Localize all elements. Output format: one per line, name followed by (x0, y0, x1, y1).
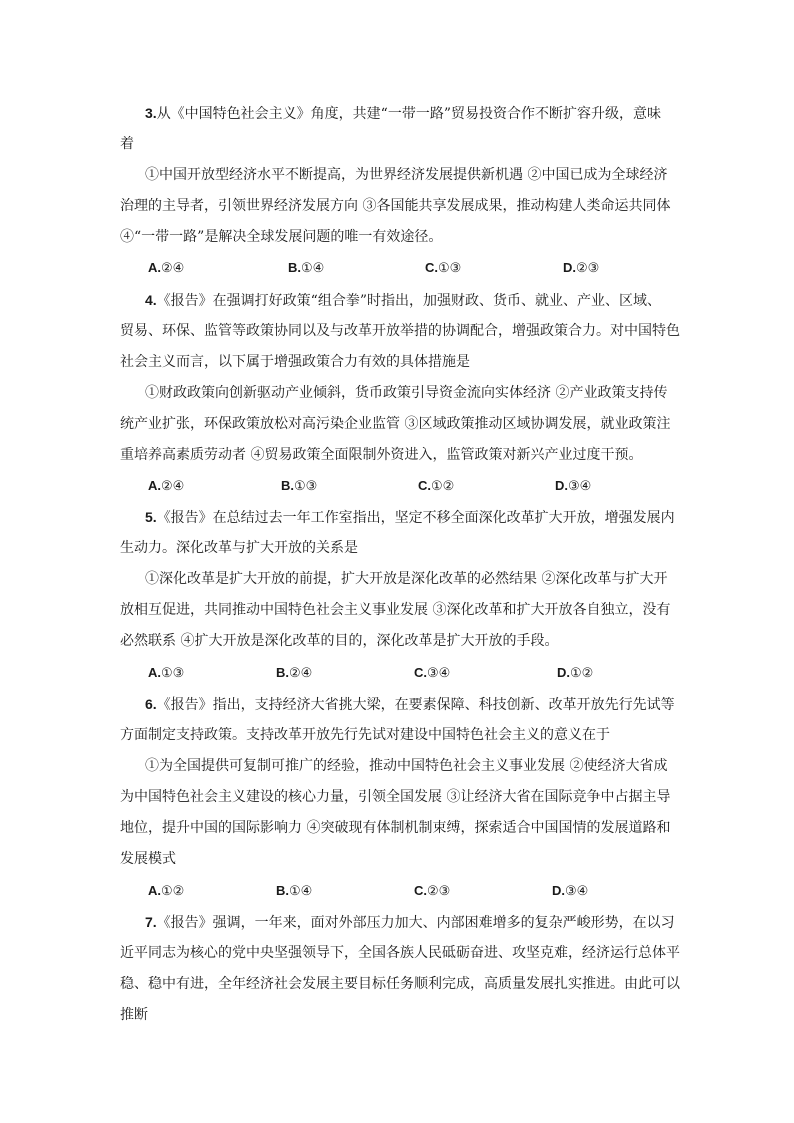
question-6-number: 6. (145, 696, 157, 712)
question-3-number: 3. (145, 105, 157, 121)
question-5-stem-line-1: 5.《报告》在总结过去一年工作室指出，坚定不移全面深化改革扩大开放，增强发展内 (145, 509, 675, 526)
question-4-stem-line-2: 贸易、环保、监管等政策协同以及与改革开放举措的协调配合，增强政策合力。对中国特色 (120, 323, 680, 339)
question-4-option-a[interactable]: A.②④ (148, 478, 185, 494)
question-4-item-line-3: 重培养高素质劳动者 ④贸易政策全面限制外资进入，监管政策对新兴产业过度干预。 (120, 447, 643, 463)
question-4-stem-line-1: 4.《报告》在强调打好政策“组合拳”时指出，加强财政、货币、就业、产业、区域、 (145, 292, 661, 309)
question-6-option-c[interactable]: C.②③ (414, 883, 451, 899)
question-4-option-d[interactable]: D.③④ (555, 478, 592, 494)
question-3-item-line-2: 治理的主导者，引领世界经济发展方向 ③各国能共享发展成果，推动构建人类命运共同体 (120, 198, 671, 214)
question-6-option-a[interactable]: A.①② (148, 883, 185, 899)
question-5-item-line-2: 放相互促进，共同推动中国特色社会主义事业发展 ③深化改革和扩大开放各自独立，没有 (120, 602, 671, 618)
question-3-item-line-1: ①中国开放型经济水平不断提高，为世界经济发展提供新机遇 ②中国已成为全球经济 (145, 167, 668, 183)
question-3-stem-line-1: 3.从《中国特色社会主义》角度，共建“一带一路”贸易投资合作不断扩容升级，意味 (145, 105, 661, 122)
question-4-option-c[interactable]: C.①② (418, 478, 455, 494)
question-7-stem-line-2: 近平同志为核心的党中央坚强领导下，全国各族人民砥砺奋进、攻坚克难，经济运行总体平 (120, 945, 680, 961)
question-5-option-c[interactable]: C.③④ (414, 665, 451, 681)
question-6-item-line-1: ①为全国提供可复制可推广的经验，推动中国特色社会主义事业发展 ②使经济大省成 (145, 758, 668, 774)
question-3-option-c[interactable]: C.①③ (425, 260, 462, 276)
question-3-item-line-3: ④“一带一路”是解决全球发展问题的唯一有效途径。 (120, 229, 443, 245)
question-4-item-line-2: 统产业扩张，环保政策放松对高污染企业监管 ③区域政策推动区域协调发展，就业政策注 (120, 416, 671, 432)
question-4-stem-line-3: 社会主义而言，以下属于增强政策合力有效的具体措施是 (120, 354, 470, 370)
question-3-option-a[interactable]: A.②④ (148, 260, 185, 276)
question-7-number: 7. (145, 914, 157, 930)
question-6-stem-line-1: 6.《报告》指出，支持经济大省挑大梁，在要素保障、科技创新、改革开放先行先试等 (145, 696, 675, 713)
question-5-item-line-1: ①深化改革是扩大开放的前提，扩大开放是深化改革的必然结果 ②深化改革与扩大开 (145, 571, 668, 587)
question-5-option-d[interactable]: D.①② (557, 665, 594, 681)
question-3-option-d[interactable]: D.②③ (563, 260, 600, 276)
question-5-number: 5. (145, 509, 157, 525)
question-3-stem-line-2: 着 (120, 136, 134, 152)
question-6-option-b[interactable]: B.①④ (276, 883, 313, 899)
question-5-item-line-3: 必然联系 ④扩大开放是深化改革的目的，深化改革是扩大开放的手段。 (120, 633, 559, 649)
question-6-option-d[interactable]: D.③④ (552, 883, 589, 899)
question-3-option-b[interactable]: B.①④ (288, 260, 325, 276)
question-7-stem-line-4: 推断 (120, 1007, 148, 1023)
question-7-stem-line-3: 稳、稳中有进，全年经济社会发展主要目标任务顺利完成，高质量发展扎实推进。由此可以 (120, 976, 680, 992)
question-6-item-line-3: 地位，提升中国的国际影响力 ④突破现有体制机制束缚，探索适合中国国情的发展道路和 (120, 820, 671, 836)
question-6-item-line-4: 发展模式 (120, 851, 176, 867)
question-6-stem-line-2: 方面制定支持政策。支持改革开放先行先试对建设中国特色社会主义的意义在于 (120, 727, 610, 743)
question-5-option-b[interactable]: B.②④ (276, 665, 313, 681)
question-5-stem-line-2: 生动力。深化改革与扩大开放的关系是 (120, 540, 358, 556)
question-6-item-line-2: 为中国特色社会主义建设的核心力量，引领全国发展 ③让经济大省在国际竞争中占据主导 (120, 789, 671, 805)
question-4-item-line-1: ①财政政策向创新驱动产业倾斜，货币政策引导资金流向实体经济 ②产业政策支持传 (145, 385, 668, 401)
question-7-stem-line-1: 7.《报告》强调，一年来，面对外部压力加大、内部困难增多的复杂严峻形势，在以习 (145, 914, 675, 931)
question-4-option-b[interactable]: B.①③ (281, 478, 318, 494)
question-4-number: 4. (145, 292, 157, 308)
question-5-option-a[interactable]: A.①③ (148, 665, 185, 681)
